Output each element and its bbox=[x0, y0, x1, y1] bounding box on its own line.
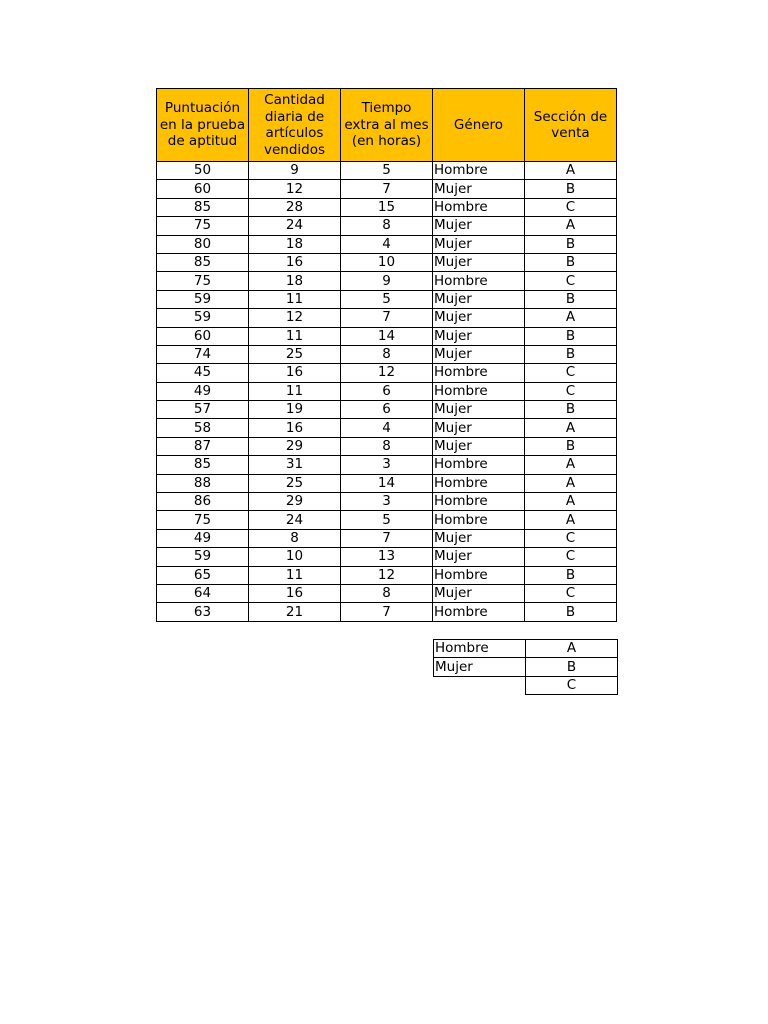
cell-puntuacion[interactable]: 58 bbox=[157, 419, 249, 437]
cell-cantidad[interactable]: 9 bbox=[249, 162, 341, 180]
cell-genero[interactable]: Mujer bbox=[433, 419, 525, 437]
cell-seccion[interactable]: A bbox=[525, 493, 617, 511]
cell-genero[interactable]: Hombre bbox=[433, 511, 525, 529]
cell-seccion[interactable]: A bbox=[525, 511, 617, 529]
header-cell-tiempo-extra[interactable]: Tiempo extra al mes (en horas) bbox=[341, 89, 433, 162]
cell-puntuacion[interactable]: 59 bbox=[157, 290, 249, 308]
cell-genero[interactable]: Hombre bbox=[433, 493, 525, 511]
cell-genero[interactable]: Hombre bbox=[433, 198, 525, 216]
legend-gender-cell[interactable]: Hombre bbox=[434, 640, 526, 658]
cell-genero[interactable]: Hombre bbox=[433, 162, 525, 180]
cell-tiempo-extra[interactable]: 13 bbox=[341, 548, 433, 566]
cell-seccion[interactable]: A bbox=[525, 456, 617, 474]
cell-cantidad[interactable]: 28 bbox=[249, 198, 341, 216]
cell-seccion[interactable]: A bbox=[525, 217, 617, 235]
table-row bbox=[157, 456, 617, 474]
table-row bbox=[157, 198, 617, 216]
cell-tiempo-extra[interactable]: 7 bbox=[341, 603, 433, 621]
cell-seccion[interactable]: C bbox=[525, 584, 617, 602]
table-row bbox=[157, 327, 617, 345]
header-cell-genero[interactable]: Género bbox=[433, 89, 525, 162]
cell-cantidad[interactable]: 16 bbox=[249, 584, 341, 602]
table-row bbox=[157, 437, 617, 455]
cell-puntuacion[interactable]: 59 bbox=[157, 309, 249, 327]
cell-genero[interactable]: Mujer bbox=[433, 345, 525, 363]
cell-tiempo-extra[interactable]: 6 bbox=[341, 382, 433, 400]
cell-seccion[interactable]: C bbox=[525, 548, 617, 566]
cell-cantidad[interactable]: 18 bbox=[249, 235, 341, 253]
cell-seccion[interactable]: B bbox=[525, 180, 617, 198]
cell-genero[interactable]: Mujer bbox=[433, 290, 525, 308]
data-table bbox=[156, 88, 617, 622]
cell-seccion[interactable]: A bbox=[525, 309, 617, 327]
cell-tiempo-extra[interactable]: 3 bbox=[341, 493, 433, 511]
cell-cantidad[interactable]: 24 bbox=[249, 511, 341, 529]
cell-cantidad[interactable]: 10 bbox=[249, 548, 341, 566]
cell-genero[interactable]: Mujer bbox=[433, 235, 525, 253]
cell-cantidad[interactable]: 11 bbox=[249, 566, 341, 584]
cell-puntuacion[interactable]: 64 bbox=[157, 584, 249, 602]
cell-puntuacion[interactable]: 86 bbox=[157, 493, 249, 511]
cell-puntuacion[interactable]: 88 bbox=[157, 474, 249, 492]
cell-cantidad[interactable]: 11 bbox=[249, 290, 341, 308]
cell-tiempo-extra[interactable]: 7 bbox=[341, 309, 433, 327]
cell-cantidad[interactable]: 11 bbox=[249, 327, 341, 345]
cell-puntuacion[interactable]: 50 bbox=[157, 162, 249, 180]
table-row bbox=[157, 272, 617, 290]
legend-table bbox=[433, 639, 618, 695]
cell-seccion[interactable]: C bbox=[525, 382, 617, 400]
cell-tiempo-extra[interactable]: 14 bbox=[341, 474, 433, 492]
table-row bbox=[157, 345, 617, 363]
table-body bbox=[157, 162, 617, 622]
cell-tiempo-extra[interactable]: 8 bbox=[341, 437, 433, 455]
cell-genero[interactable]: Hombre bbox=[433, 456, 525, 474]
cell-tiempo-extra[interactable]: 6 bbox=[341, 401, 433, 419]
legend-section-cell[interactable]: A bbox=[526, 640, 618, 658]
table-row bbox=[157, 474, 617, 492]
cell-cantidad[interactable]: 16 bbox=[249, 364, 341, 382]
cell-seccion[interactable]: B bbox=[525, 566, 617, 584]
cell-seccion[interactable]: B bbox=[525, 253, 617, 271]
cell-seccion[interactable]: A bbox=[525, 162, 617, 180]
table-row bbox=[157, 290, 617, 308]
cell-puntuacion[interactable]: 85 bbox=[157, 198, 249, 216]
cell-cantidad[interactable]: 24 bbox=[249, 217, 341, 235]
cell-genero[interactable]: Mujer bbox=[433, 584, 525, 602]
table-row bbox=[157, 180, 617, 198]
cell-genero[interactable]: Hombre bbox=[433, 603, 525, 621]
table-row bbox=[157, 364, 617, 382]
cell-puntuacion[interactable]: 87 bbox=[157, 437, 249, 455]
cell-cantidad[interactable]: 29 bbox=[249, 493, 341, 511]
cell-genero[interactable]: Mujer bbox=[433, 401, 525, 419]
cell-seccion[interactable]: A bbox=[525, 419, 617, 437]
legend-empty-cell[interactable] bbox=[434, 676, 526, 694]
cell-seccion[interactable]: B bbox=[525, 290, 617, 308]
table-row bbox=[157, 603, 617, 621]
table-row bbox=[157, 217, 617, 235]
cell-genero[interactable]: Mujer bbox=[433, 217, 525, 235]
legend-row bbox=[434, 658, 618, 676]
cell-genero[interactable]: Mujer bbox=[433, 548, 525, 566]
cell-cantidad[interactable]: 25 bbox=[249, 474, 341, 492]
table-row bbox=[157, 511, 617, 529]
cell-genero[interactable]: Mujer bbox=[433, 529, 525, 547]
cell-genero[interactable]: Mujer bbox=[433, 253, 525, 271]
table-row bbox=[157, 309, 617, 327]
cell-cantidad[interactable]: 8 bbox=[249, 529, 341, 547]
cell-tiempo-extra[interactable]: 3 bbox=[341, 456, 433, 474]
cell-puntuacion[interactable]: 75 bbox=[157, 511, 249, 529]
cell-cantidad[interactable]: 19 bbox=[249, 401, 341, 419]
cell-genero[interactable]: Mujer bbox=[433, 327, 525, 345]
cell-puntuacion[interactable]: 63 bbox=[157, 603, 249, 621]
cell-cantidad[interactable]: 29 bbox=[249, 437, 341, 455]
cell-seccion[interactable]: B bbox=[525, 437, 617, 455]
cell-cantidad[interactable]: 16 bbox=[249, 419, 341, 437]
cell-cantidad[interactable]: 25 bbox=[249, 345, 341, 363]
cell-puntuacion[interactable]: 57 bbox=[157, 401, 249, 419]
table-row bbox=[157, 493, 617, 511]
table-row bbox=[157, 235, 617, 253]
legend-section-cell[interactable]: C bbox=[526, 676, 618, 694]
cell-genero[interactable]: Hombre bbox=[433, 382, 525, 400]
cell-puntuacion[interactable]: 74 bbox=[157, 345, 249, 363]
cell-genero[interactable]: Mujer bbox=[433, 437, 525, 455]
cell-seccion[interactable]: C bbox=[525, 529, 617, 547]
cell-puntuacion[interactable]: 49 bbox=[157, 529, 249, 547]
cell-seccion[interactable]: B bbox=[525, 603, 617, 621]
cell-seccion[interactable]: B bbox=[525, 345, 617, 363]
cell-puntuacion[interactable]: 60 bbox=[157, 180, 249, 198]
cell-tiempo-extra[interactable]: 4 bbox=[341, 235, 433, 253]
cell-tiempo-extra[interactable]: 8 bbox=[341, 345, 433, 363]
cell-genero[interactable]: Hombre bbox=[433, 566, 525, 584]
cell-tiempo-extra[interactable]: 7 bbox=[341, 529, 433, 547]
header-cell-cantidad[interactable]: Cantidad diaria de artículos vendidos bbox=[249, 89, 341, 162]
table-row bbox=[157, 566, 617, 584]
table-row bbox=[157, 253, 617, 271]
cell-puntuacion[interactable]: 85 bbox=[157, 253, 249, 271]
cell-puntuacion[interactable]: 60 bbox=[157, 327, 249, 345]
cell-seccion[interactable]: C bbox=[525, 272, 617, 290]
cell-seccion[interactable]: C bbox=[525, 198, 617, 216]
table-row bbox=[157, 401, 617, 419]
table-row bbox=[157, 419, 617, 437]
cell-puntuacion[interactable]: 49 bbox=[157, 382, 249, 400]
cell-genero[interactable]: Hombre bbox=[433, 272, 525, 290]
table-row bbox=[157, 529, 617, 547]
legend-row bbox=[434, 676, 618, 694]
cell-puntuacion[interactable]: 59 bbox=[157, 548, 249, 566]
table-row bbox=[157, 548, 617, 566]
cell-seccion[interactable]: A bbox=[525, 474, 617, 492]
header-cell-seccion[interactable]: Sección de venta bbox=[525, 89, 617, 162]
table-row bbox=[157, 162, 617, 180]
table-row bbox=[157, 584, 617, 602]
cell-tiempo-extra[interactable]: 12 bbox=[341, 566, 433, 584]
cell-cantidad[interactable]: 18 bbox=[249, 272, 341, 290]
cell-cantidad[interactable]: 31 bbox=[249, 456, 341, 474]
cell-tiempo-extra[interactable]: 4 bbox=[341, 419, 433, 437]
cell-genero[interactable]: Hombre bbox=[433, 474, 525, 492]
cell-puntuacion[interactable]: 45 bbox=[157, 364, 249, 382]
cell-cantidad[interactable]: 11 bbox=[249, 382, 341, 400]
cell-tiempo-extra[interactable]: 14 bbox=[341, 327, 433, 345]
cell-tiempo-extra[interactable]: 5 bbox=[341, 162, 433, 180]
cell-cantidad[interactable]: 12 bbox=[249, 180, 341, 198]
cell-tiempo-extra[interactable]: 5 bbox=[341, 511, 433, 529]
cell-genero[interactable]: Mujer bbox=[433, 309, 525, 327]
cell-puntuacion[interactable]: 75 bbox=[157, 272, 249, 290]
cell-tiempo-extra[interactable]: 8 bbox=[341, 584, 433, 602]
header-cell-puntuacion[interactable]: Puntuación en la prueba de aptitud bbox=[157, 89, 249, 162]
cell-tiempo-extra[interactable]: 7 bbox=[341, 180, 433, 198]
cell-puntuacion[interactable]: 65 bbox=[157, 566, 249, 584]
legend-section-cell[interactable]: B bbox=[526, 658, 618, 676]
cell-tiempo-extra[interactable]: 10 bbox=[341, 253, 433, 271]
cell-seccion[interactable]: C bbox=[525, 364, 617, 382]
table-row bbox=[157, 382, 617, 400]
cell-tiempo-extra[interactable]: 5 bbox=[341, 290, 433, 308]
cell-seccion[interactable]: B bbox=[525, 401, 617, 419]
cell-cantidad[interactable]: 21 bbox=[249, 603, 341, 621]
cell-tiempo-extra[interactable]: 8 bbox=[341, 217, 433, 235]
cell-puntuacion[interactable]: 80 bbox=[157, 235, 249, 253]
cell-tiempo-extra[interactable]: 15 bbox=[341, 198, 433, 216]
legend-gender-cell[interactable]: Mujer bbox=[434, 658, 526, 676]
cell-genero[interactable]: Hombre bbox=[433, 364, 525, 382]
cell-cantidad[interactable]: 16 bbox=[249, 253, 341, 271]
cell-tiempo-extra[interactable]: 12 bbox=[341, 364, 433, 382]
cell-seccion[interactable]: B bbox=[525, 235, 617, 253]
header-row bbox=[157, 89, 617, 162]
cell-puntuacion[interactable]: 75 bbox=[157, 217, 249, 235]
cell-cantidad[interactable]: 12 bbox=[249, 309, 341, 327]
cell-seccion[interactable]: B bbox=[525, 327, 617, 345]
cell-genero[interactable]: Mujer bbox=[433, 180, 525, 198]
cell-tiempo-extra[interactable]: 9 bbox=[341, 272, 433, 290]
cell-puntuacion[interactable]: 85 bbox=[157, 456, 249, 474]
legend-row bbox=[434, 640, 618, 658]
